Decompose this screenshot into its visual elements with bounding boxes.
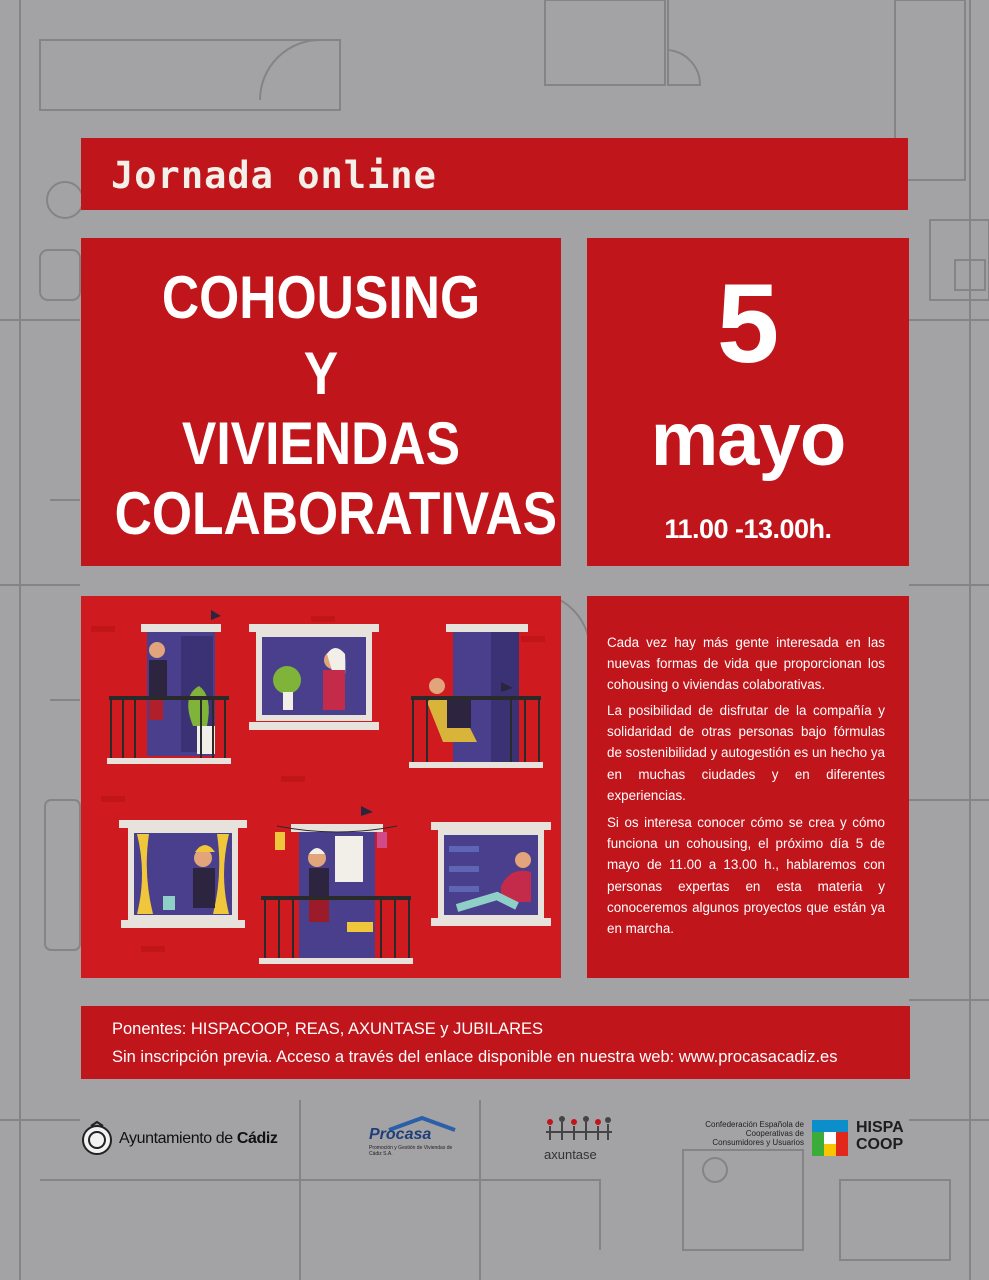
axuntase-logo (540, 1116, 620, 1162)
description-paragraph: Cada vez hay más gente interesada en las nuevas formas de vida que proporcionan los cohousing o viviendas colaborativas. (607, 635, 885, 693)
neighbours-illustration (81, 596, 561, 978)
axuntase-name: axuntase (544, 1147, 597, 1162)
coop-text: COOP (856, 1136, 904, 1153)
title-line-4: COLABORATIVAS (114, 480, 558, 547)
event-month: mayo (650, 397, 846, 482)
ayuntamiento-city: Cádiz (236, 1130, 278, 1147)
city-seal-icon (81, 1120, 113, 1160)
confederacion-text: Confederación Española de Cooperativas de Consumidores y Usuarios (705, 1120, 804, 1147)
ayuntamiento-logo (81, 1120, 291, 1160)
header-title: Jornada online (111, 154, 437, 197)
description-paragraph: Si os interesa conocer cómo se crea y cómo funciona un cohousing, el próximo día 5 de mayo de 11.00 a 13.00 h., hablaremos con personas expertas en esta materia y conoceremos algunos proyectos que están ya en marcha. (607, 815, 885, 937)
people-group-icon (544, 1116, 614, 1146)
event-date-box (587, 238, 909, 566)
procasa-name: Procasa (369, 1126, 432, 1143)
header-banner (81, 138, 908, 210)
title-line-1: COHOUSING (161, 264, 481, 331)
footer-banner (81, 1006, 910, 1079)
hispacoop-cube-icon (810, 1118, 850, 1158)
building-windows-graphic (81, 596, 561, 978)
event-day: 5 (716, 261, 780, 386)
event-title-box (81, 238, 561, 566)
procasa-subtitle: Promoción y Gestión de Viviendas de Cádiz S.A. (369, 1145, 453, 1157)
description-box (587, 596, 909, 978)
title-line-3: VIVIENDAS (181, 410, 461, 477)
event-time: 11.00 -13.00h. (664, 514, 832, 544)
speakers-text: Ponentes: HISPACOOP, REAS, AXUNTASE y JUBILARES (112, 1020, 543, 1038)
procasa-logo (365, 1116, 465, 1160)
hispacoop-logo (700, 1116, 910, 1162)
title-line-2: Y (303, 340, 339, 407)
access-text: Sin inscripción previa. Acceso a través del enlace disponible en nuestra web: www.procasacadiz.es (112, 1048, 838, 1066)
description-paragraph: La posibilidad de disfrutar de la compañía y solidaridad de otras personas bajo fórmulas de sostenibilidad y autogestión es un hecho ya en muchas ciudades y en diferentes experiencias. (607, 703, 885, 803)
ayuntamiento-prefix: Ayuntamiento de (119, 1130, 237, 1147)
hispa-text: HISPA (856, 1119, 904, 1136)
